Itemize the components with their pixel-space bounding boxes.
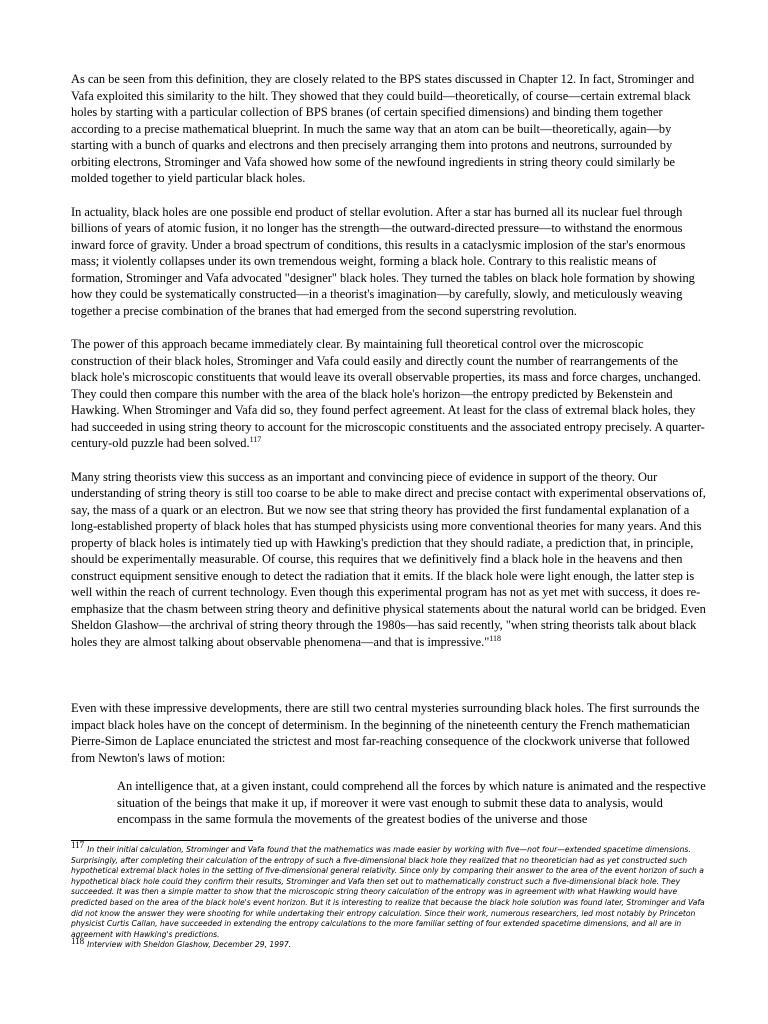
- paragraph-2: [71, 204, 707, 320]
- paragraph-4-text: Many string theorists view this success as an important and convincing piece of evidence in support of the theory. Our understanding of string theory is still too coarse to be able to make direct and precise contact with experimental observations of, say, the mass of a quark or an electron. But we now see that string theory has provided the first fundamental explanation of a long-established property of black holes that has stumped physicists using more conventional theories for many years. And this property of black holes is intimately tied up with Hawking's prediction that they should radiate, a prediction that, in principle, should be experimentally measurable. Of course, this requires that we definitively find a black hole in the heavens and then construct equipment sensitive enough to detect the radiation that it emits. If the black hole were light enough, the latter step is well within the reach of current technology. Even though this experimental program has not as yet met with success, it does re-emphasize that the chasm between string theory and definitive physical statements about the natural world can be bridged. Even Sheldon Glashow—the archrival of string theory through the 1980s—has said recently, "when string theorists talk about black holes they are almost talking about observable phenomena—and that is impressive.": [71, 469, 706, 649]
- footnotes-section: [71, 840, 711, 951]
- paragraph-5: [71, 700, 707, 766]
- block-quote-text: An intelligence that, at a given instant, could comprehend all the forces by which nature is animated and the respective situation of the beings that make it up, if moreover it were vast enough to submit these data to analysis, would encompass in the same formula the movements of the greatest bodies of the universe and those: [117, 779, 706, 826]
- paragraph-3-text: The power of this approach became immediately clear. By maintaining full theoretical control over the microscopic construction of their black holes, Strominger and Vafa could easily and directly count the number of rearrangements of the black hole's microscopic constituents that would leave its overall observable properties, its mass and force charges, unchanged. They could then compare this number with the area of the black hole's horizon—the entropy predicted by Bekenstein and Hawking. When Strominger and Vafa did so, they found perfect agreement. At least for the class of extremal black holes, they had succeeded in using string theory to account for the microscopic constituents and the associated entropy precisely. A quarter-century-old puzzle had been solved.: [71, 337, 705, 450]
- paragraph-2-text: In actuality, black holes are one possible end product of stellar evolution. After a star has burned all its nuclear fuel through billions of years of atomic fusion, it no longer has the strength—the outward-directed pressure—to withstand the enormous inward force of gravity. Under a broad spectrum of conditions, this results in a cataclysmic implosion of the star's enormous mass; it violently collapses under its own tremendous weight, forming a black hole. Contrary to this realistic means of formation, Strominger and Vafa advocated "designer" black holes. They turned the tables on black hole formation by showing how they could be systematically constructed—in a theorist's imagination—by carefully, slowly, and meticulously weaving together a precise combination of the branes that had emerged from the second superstring revolution.: [71, 204, 695, 318]
- block-quote: [117, 778, 707, 828]
- footnote-ref-118[interactable]: 118: [489, 633, 502, 643]
- section-break: [71, 667, 707, 700]
- paragraph-3: [71, 336, 707, 452]
- footnote-ref-117[interactable]: 117: [249, 434, 262, 444]
- paragraph-4: [71, 469, 707, 651]
- paragraph-1: [71, 71, 707, 187]
- paragraph-5-text: Even with these impressive developments, there are still two central mysteries surrounding black holes. The first surrounds the impact black holes have on the concept of determinism. In the beginning of the nineteenth century the French mathematician Pierre-Simon de Laplace enunciated the strictest and most far-reaching consequence of the clockwork universe that followed from Newton's laws of motion:: [71, 701, 700, 765]
- footnote-number: 118: [71, 935, 85, 946]
- footnote-divider: [71, 840, 253, 841]
- paragraph-1-text: As can be seen from this definition, they are closely related to the BPS states discussed in Chapter 12. In fact, Strominger and Vafa exploited this similarity to the hilt. They showed that they could build—theoretically, of course—certain extremal black holes by starting with a particular collection of BPS branes (of certain specified dimensions) and binding them together according to a precise mathematical blueprint. In much the same way that an atom can be built—theoretically, again—by starting with a bunch of quarks and electrons and then precisely arranging them into protons and neutrons, surrounded by orbiting electrons, Strominger and Vafa showed how some of the newfound ingredients in string theory could similarly be molded together to yield particular black holes.: [71, 72, 695, 185]
- footnote-118: [71, 935, 711, 951]
- footnote-number: 117: [71, 840, 85, 851]
- document-body: [71, 71, 707, 828]
- footnote-117: [71, 840, 711, 940]
- footnote-text: Interview with Sheldon Glashow, December 29, 1997.: [87, 940, 292, 950]
- footnote-text: In their initial calculation, Strominger and Vafa found that the mathematics was made easier by working with five—not four—extended spacetime dimensions. Surprisingly, after completing their calculation of the entropy of such a five-dimensional black hole they realized that no theoretician had as yet constructed such hypothetical extremal black holes in the setting of five-dimensional general relativity. Since only by comparing their answer to the area of the event horizon of such a hypothetical black hole could they confirm their results, Strominger and Vafa then set out to mathematically construct such a five-dimensional black hole. They succeeded. It was then a simple matter to show that the microscopic string theory calculation of the entropy was in agreement with what Hawking would have predicted based on the area of the black hole's event horizon. But it is interesting to realize that because the black hole solution was found later, Strominger and Vafa did not know the answer they were shooting for while undertaking their entropy calculation. Since their work, numerous researchers, led most notably by Princeton physicist Curtis Callan, have succeeded in extending the entropy calculations to the more familiar setting of four extended spacetime dimensions, and all are in agreement with Hawking's predictions.: [71, 845, 705, 939]
